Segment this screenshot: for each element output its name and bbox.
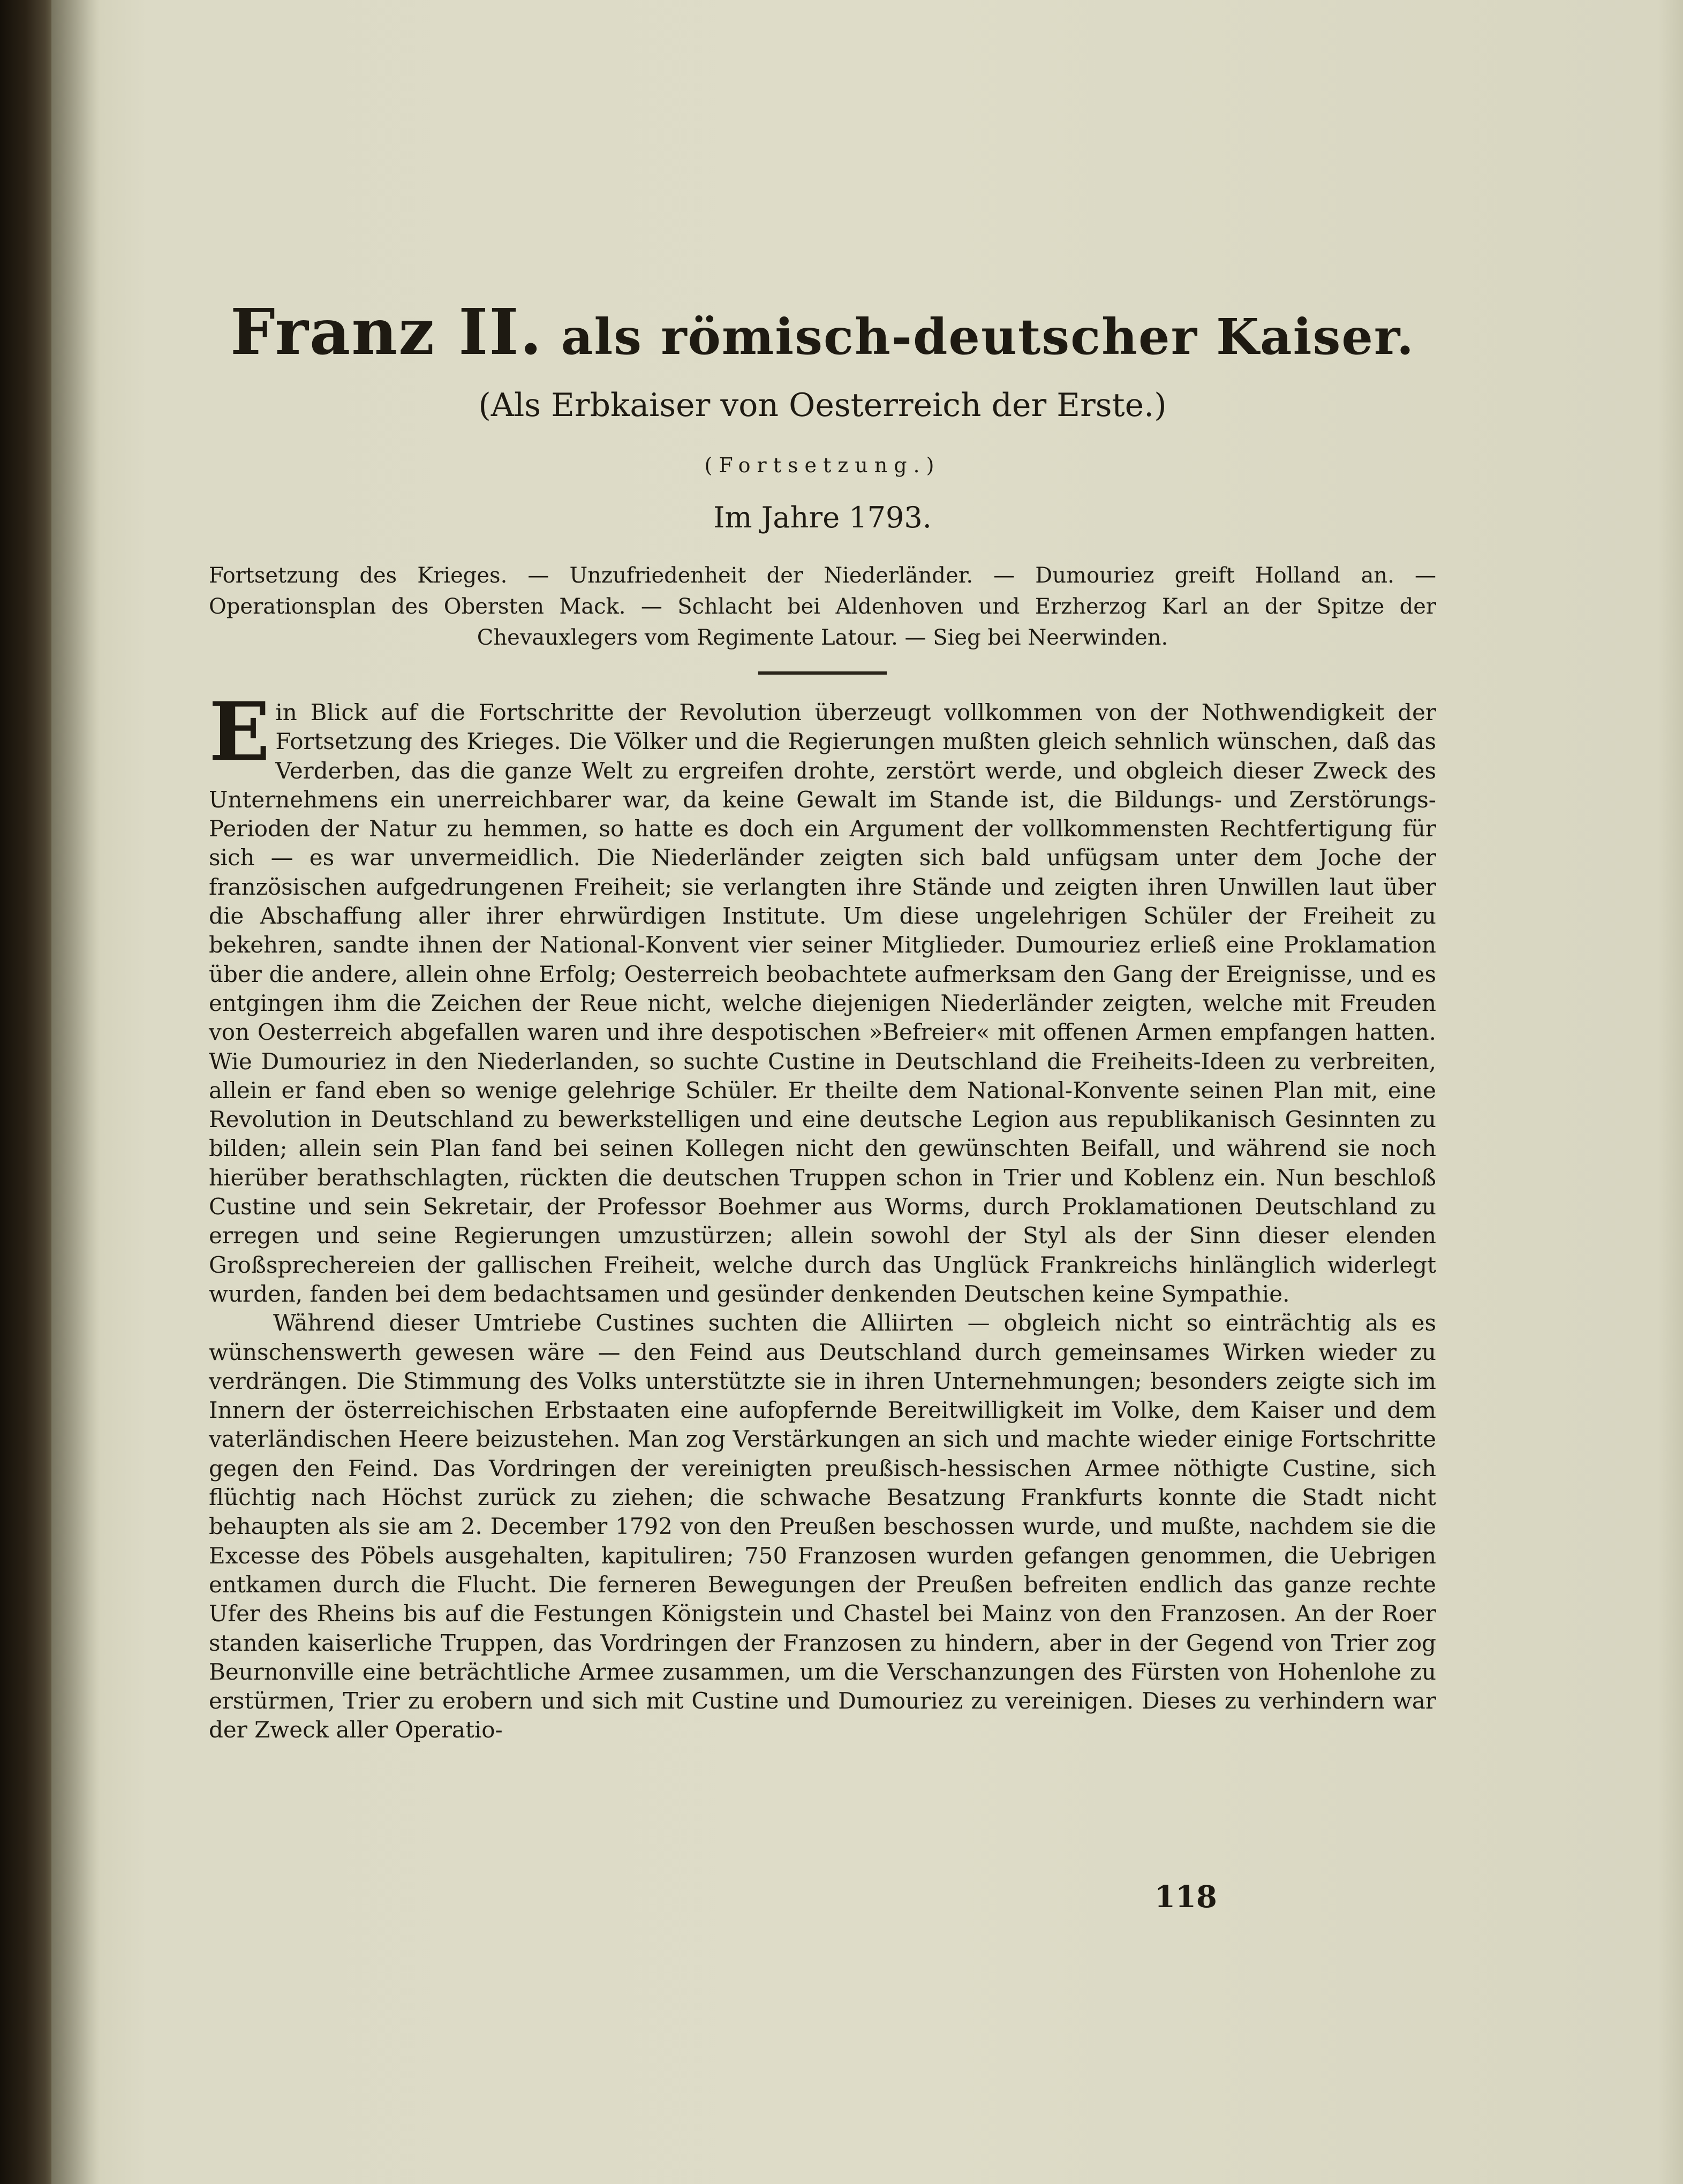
year-heading: Im Jahre 1793. [713, 501, 932, 534]
chapter-summary: Fortsetzung des Krieges. — Unzufriedenheit der Niederländer. — Dumouriez greift Holland an. — Operationsplan des Obersten Mack. — Schlacht bei Aldenhoven und Erzherzog Karl an der Spitze der Chevauxlegers vom Regimente Latour. — Sieg bei Neerwinden. [209, 563, 1436, 650]
separator-rule [758, 671, 887, 675]
page-subtitle: (Als Erbkaiser von Oesterreich der Erste.) [478, 387, 1167, 424]
page-content [209, 294, 1436, 1745]
title-rest: als römisch-deutscher Kaiser. [561, 308, 1415, 366]
body-paragraph-2: Während dieser Umtriebe Custines suchten die Alliirten — obgleich nicht so einträchtig als es wünschenswerth gewesen wäre — den Feind aus Deutschland durch gemeinsames Wirken wieder zu verdrängen. Die Stimmung des Volks unterstützte sie in ihren Unternehmungen; besonders zeigte sich im Innern der österreichischen Erbstaaten eine aufopfernde Bereitwilligkeit im Volke, dem Kaiser und dem vaterländischen Heere beizustehen. Man zog Verstärkungen an sich und machte wieder einige Fortschritte gegen den Feind. Das Vordringen der vereinigten preußisch-hessischen Armee nöthigte Custine, sich flüchtig nach Höchst zurück zu ziehen; die schwache Besatzung Frankfurts konnte die Stadt nicht behaupten als sie am 2. December 1792 von den Preußen beschossen wurde, und mußte, nachdem sie die Excesse des Pöbels ausgehalten, kapituliren; 750 Franzosen wurden gefangen genommen, die Uebrigen entkamen durch die Flucht. Die ferneren Bewegungen der Preußen befreiten endlich das ganze rechte Ufer des Rheins bis auf die Festungen Königstein und Chastel bei Mainz von den Franzosen. An der Roer standen kaiserliche Truppen, das Vordringen der Franzosen zu hindern, aber in der Gegend von Trier zog Beurnonville eine beträchtliche Armee zusammen, um die Verschanzungen des Fürsten von Hohenlohe zu erstürmen, Trier zu erobern und sich mit Custine und Dumouriez zu vereinigen. Dieses zu verhindern war der Zweck aller Operatio- [209, 1310, 1436, 1743]
body-paragraph-1: Ein Blick auf die Fortschritte der Revolution überzeugt vollkommen von der Nothwendigkeit der Fortsetzung des Krieges. Die Völker und die Regierungen mußten gleich sehnlich wünschen, daß das Verderben, das die ganze Welt zu ergreifen drohte, zerstört werde, und obgleich dieser Zweck des Unternehmens ein unerreichbarer war, da keine Gewalt im Stande ist, die Bildungs- und Zerstörungs-Perioden der Natur zu hemmen, so hatte es doch ein Argument der vollkommensten Rechtfertigung für sich — es war unvermeidlich. Die Niederländer zeigten sich bald unfügsam unter dem Joche der französischen aufgedrungenen Freiheit; sie verlangten ihre Stände und zeigten ihren Unwillen laut über die Abschaffung aller ihrer ehrwürdigen Institute. Um diese ungelehrigen Schüler der Freiheit zu bekehren, sandte ihnen der National-Konvent vier seiner Mitglieder. Dumouriez erließ eine Proklamation über die andere, allein ohne Erfolg; Oesterreich beobachtete aufmerksam den Gang der Ereignisse, und es entgingen ihm die Zeichen der Reue nicht, welche diejenigen Niederländer zeigten, welche mit Freuden von Oesterreich abgefallen waren und ihre despotischen »Befreier« mit offenen Armen empfangen hatten. Wie Dumouriez in den Niederlanden, so suchte Custine in Deutschland die Freiheits-Ideen zu verbreiten, allein er fand eben so wenige gelehrige Schüler. Er theilte dem National-Konvente seinen Plan mit, eine Revolution in Deutschland zu bewerkstelligen und eine deutsche Legion aus republikanisch Gesinnten zu bilden; allein sein Plan fand bei seinen Kollegen nicht den gewünschten Beifall, und während sie noch hierüber berathschlagten, rückten die deutschen Truppen schon in Trier und Koblenz ein. Nun beschloß Custine und sein Sekretair, der Professor Boehmer aus Worms, durch Proklamationen Deutschland zu erregen und seine Regierungen umzustürzen; allein sowohl der Styl als der Sinn dieser elenden Großsprechereien der gallischen Freiheit, welche durch das Unglück Frankreichs hinlänglich widerlegt wurden, fanden bei dem bedachtsamen und gesünder denkenden Deutschen keine Sympathie. [209, 685, 1436, 1307]
page-title [209, 294, 1436, 369]
continued-note: (Fortsetzung.) [704, 454, 941, 477]
title-main: Franz II. [230, 294, 543, 369]
page-number: 118 [1154, 1879, 1217, 1915]
book-page [51, 0, 1683, 2184]
gutter-shadow [51, 0, 100, 2184]
